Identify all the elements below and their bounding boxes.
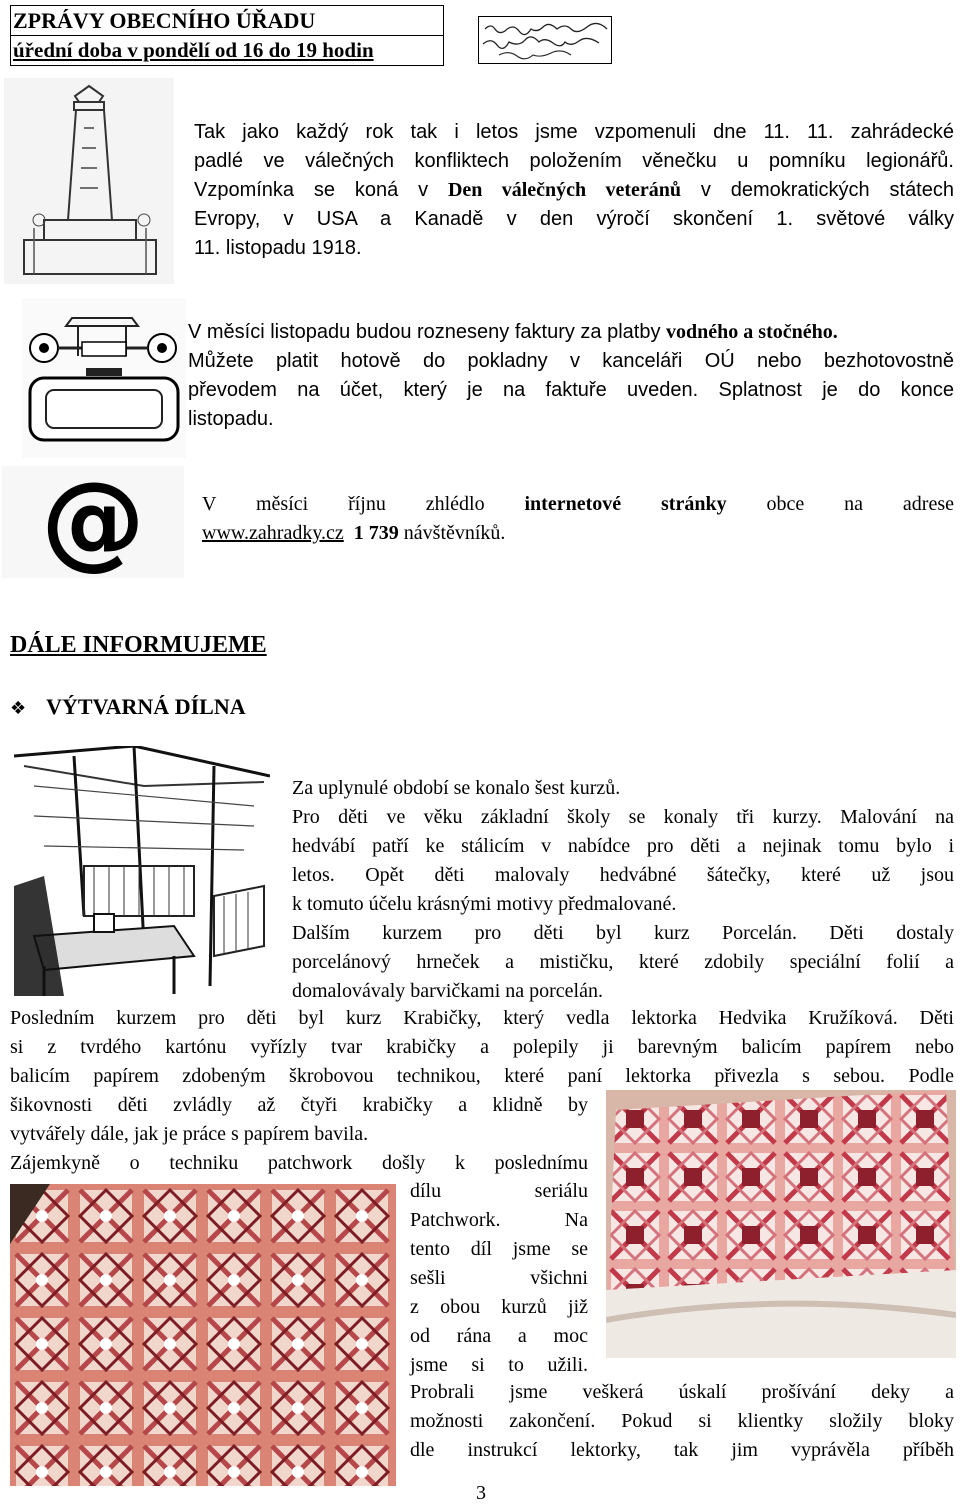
narrow-line-4: sešli všichni xyxy=(410,1267,588,1289)
workshop-line-5: k tomuto účelu krásnými motivy předmalované. xyxy=(292,893,677,915)
workshop-line-6: Dalším kurzem pro děti byl kurz Porcelán. Děti dostaly xyxy=(292,922,954,944)
section-heading: DÁLE INFORMUJEME xyxy=(10,632,267,658)
web-pages-bold: internetové stránky xyxy=(524,493,727,515)
veterans-line-2: padlé ve válečných konfliktech položením věnečku u pomníku legionářů. xyxy=(194,150,954,172)
at-symbol-image xyxy=(2,459,184,581)
web-line-1b: obce na adrese xyxy=(726,493,954,515)
web-line-1a: V měsíci říjnu zhlédlo xyxy=(202,493,525,515)
veterans-day-bold: Den válečných veteránů xyxy=(447,179,681,201)
office-hours xyxy=(11,35,443,65)
water-bold: vodného a stočného. xyxy=(666,321,838,343)
left-line-2: vytvářely dále, jak je práce s papírem bavila. xyxy=(10,1123,369,1145)
left-line-1: šikovnosti děti zvládly až čtyři krabičky a klidně by xyxy=(10,1094,588,1116)
narrow-line-7: jsme si to užili. xyxy=(410,1354,588,1376)
workshop-left-column xyxy=(10,1091,588,1178)
full-line-2: si z tvrdého kartónu vyřízly tvar krabičky a polepily ji barevným balicím papírem nebo xyxy=(10,1036,954,1058)
full-line-3: balicím papírem zdobeným škrobovou technikou, které paní lektorka přivezla s sebou. Podle xyxy=(10,1065,954,1087)
web-paragraph xyxy=(202,490,954,548)
veterans-line-1: Tak jako každý rok tak i letos jsme vzpomenuli dne 11. 11. zahrádecké xyxy=(194,121,954,143)
veterans-line-5: 11. listopadu 1918. xyxy=(194,237,362,259)
narrow-line-6: od rána a moc xyxy=(410,1325,588,1347)
workshop-sketch-image xyxy=(14,746,270,998)
header-title: ZPRÁVY OBECNÍHO ÚŘADU xyxy=(13,8,316,33)
workshop-right-column xyxy=(292,774,954,1006)
workshop-line-8: domalovávaly barvičkami na porcelán. xyxy=(292,980,603,1002)
invoices-line-3: převodem na účet, který je na faktuře uveden. Splatnost je do konce xyxy=(188,379,954,401)
narrow-line-2: Patchwork. Na xyxy=(410,1209,588,1231)
subheading-row xyxy=(10,694,246,720)
workshop-bottom-column xyxy=(410,1378,954,1465)
invoices-line-2: Můžete platit hotově do pokladny v kanceláři OÚ nebo bezhotovostně xyxy=(188,350,954,372)
diamond-bullet-icon: ❖ xyxy=(10,698,27,719)
workshop-line-2: Pro děti ve věku základní školy se konaly tři kurzy. Malování na xyxy=(292,806,954,828)
invoices-paragraph xyxy=(188,318,954,434)
water-meter-image xyxy=(22,298,186,458)
invoices-line-1-text: V měsíci listopadu budou rozneseny faktury za platby xyxy=(188,321,667,343)
veterans-line-3c: v demokratických státech xyxy=(681,179,954,201)
workshop-line-3: hedvábí patří ke stálicím v nabídce pro děti a nejinak tomu bylo i xyxy=(292,835,954,857)
header-box xyxy=(10,5,444,66)
workshop-full-width xyxy=(10,1004,954,1091)
subheading-text: VÝTVARNÁ DÍLNA xyxy=(46,694,246,719)
workshop-line-1: Za uplynulé období se konalo šest kurzů. xyxy=(292,777,621,799)
bottom-line-1: Probrali jsme veškerá úskalí prošívání deky a xyxy=(410,1381,954,1403)
visitor-count-suffix: návštěvníků. xyxy=(398,522,506,544)
veterans-line-3a: Vzpomínka se koná v xyxy=(194,179,448,201)
at-icon: @ xyxy=(41,459,145,581)
invoices-line-4: listopadu. xyxy=(188,408,274,430)
narrow-line-5: z obou kurzů již xyxy=(410,1296,588,1318)
workshop-line-4: letos. Opět děti malovaly hedvábné šátečky, které už jsou xyxy=(292,864,954,886)
narrow-line-1: dílu seriálu xyxy=(410,1180,588,1202)
office-hours-text: úřední doba v pondělí od 16 do 19 hodin xyxy=(13,38,374,62)
veterans-paragraph xyxy=(194,118,954,263)
left-line-3: Zájemkyně o techniku patchwork došly k poslednímu xyxy=(10,1152,588,1174)
workshop-line-7: porcelánový hrneček a mističku, které zdobily speciální folií a xyxy=(292,951,954,973)
full-line-1: Posledním kurzem pro děti byl kurz Krabičky, který vedla lektorka Hedvika Kružíková. Děti xyxy=(10,1007,954,1029)
quilt-photo-left xyxy=(10,1184,396,1486)
veterans-line-4: Evropy, v USA a Kanadě v den výročí skončení 1. světové války xyxy=(194,208,954,230)
workshop-narrow-column xyxy=(410,1177,588,1380)
monument-image xyxy=(4,78,174,284)
handwritten-stamp-image xyxy=(478,16,612,64)
page-number: 3 xyxy=(476,1482,486,1504)
web-line-1 xyxy=(202,490,954,519)
web-line-2 xyxy=(202,519,954,548)
quilt-photo-right xyxy=(606,1090,956,1358)
invoices-line-1 xyxy=(188,318,954,347)
bottom-line-2: možnosti zakončení. Pokud si klientky složily bloky xyxy=(410,1410,954,1432)
veterans-line-3 xyxy=(194,176,954,205)
bottom-line-3: dle instrukcí lektorky, tak jim vyprávěla příběh xyxy=(410,1439,954,1461)
narrow-line-3: tento díl jsme se xyxy=(410,1238,588,1260)
visitor-count: 1 739 xyxy=(353,522,399,544)
website-link[interactable]: www.zahradky.cz xyxy=(202,522,344,544)
